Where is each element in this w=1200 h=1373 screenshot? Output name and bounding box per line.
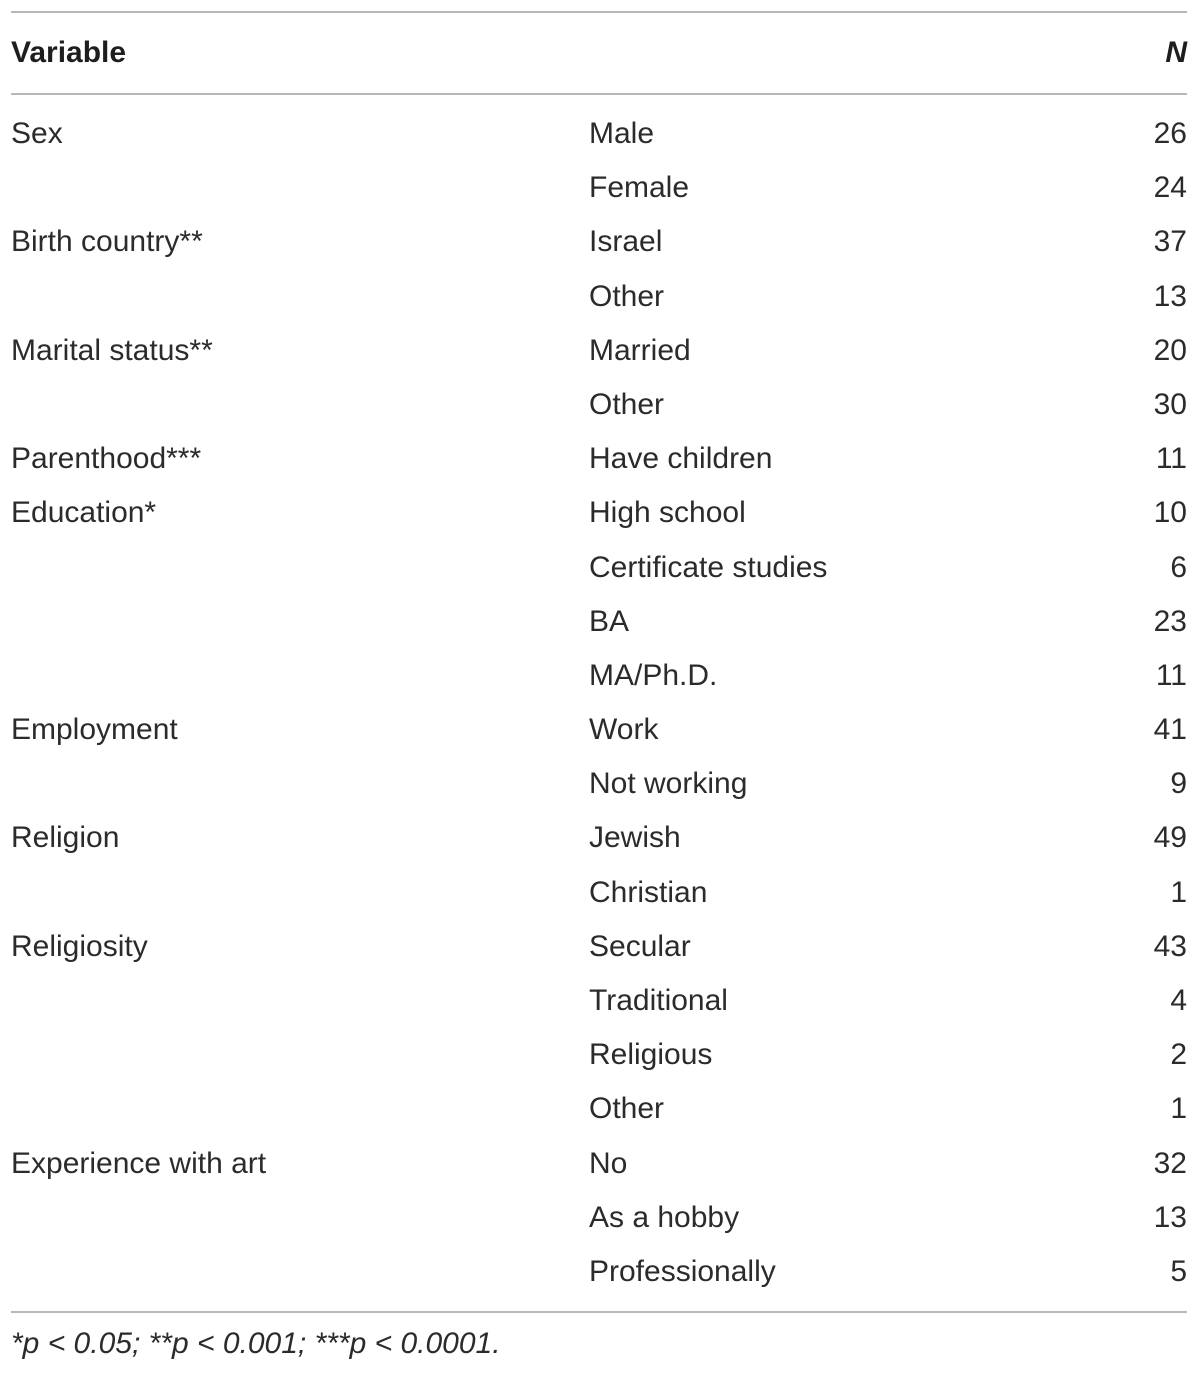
table-row [11,651,1187,705]
table-row [11,759,1187,813]
variable-cell: Marital status** [11,333,213,367]
variable-cell: Birth country** [11,225,203,259]
variable-cell: Religiosity [11,929,148,963]
n-cell: 5 [1170,1254,1187,1288]
n-cell: 10 [1153,496,1187,530]
variable-cell: Experience with art [11,1146,267,1180]
category-cell: Female [589,171,690,205]
table-header [11,13,1187,93]
footnote: *p < 0.05; **p < 0.001; ***p < 0.0001. [11,1327,501,1361]
n-cell: 9 [1170,767,1187,801]
bottom-rule [11,1311,1187,1313]
category-cell: Other [589,1092,665,1126]
n-cell: 26 [1153,117,1187,150]
category-cell: Secular [589,929,691,963]
category-cell: Have children [589,442,773,476]
table-row [11,1247,1187,1301]
category-cell: As a hobby [589,1200,740,1234]
category-cell: Work [589,713,659,747]
table-row [11,705,1187,759]
category-cell: High school [589,496,746,530]
n-cell: 13 [1153,279,1187,313]
variable-cell: Employment [11,713,178,747]
n-cell: 23 [1153,604,1187,638]
table-body [11,95,1187,1311]
table-row [11,813,1187,867]
table-row [11,976,1187,1030]
n-cell: 1 [1170,875,1187,909]
table-row [11,272,1187,326]
category-cell: Other [589,387,665,421]
table-row [11,868,1187,922]
n-cell: 2 [1170,1038,1187,1072]
category-cell: Male [589,117,655,150]
n-cell: 41 [1153,713,1187,747]
n-cell: 20 [1153,333,1187,367]
n-cell: 32 [1153,1146,1187,1180]
category-cell: MA/Ph.D. [589,658,718,692]
variable-cell: Parenthood*** [11,442,202,476]
n-cell: 1 [1170,1092,1187,1126]
table-row [11,380,1187,434]
n-cell: 37 [1153,225,1187,259]
variable-cell: Sex [11,117,63,150]
n-cell: 24 [1153,171,1187,205]
table-row [11,163,1187,217]
demographics-table [11,11,1187,1361]
header-variable: Variable [11,36,127,69]
category-cell: No [589,1146,628,1180]
category-cell: Jewish [589,821,681,855]
category-cell: BA [589,604,630,638]
table-row [11,543,1187,597]
n-cell: 11 [1155,658,1187,692]
n-cell: 4 [1170,984,1187,1017]
n-cell: 49 [1153,821,1187,855]
table-row [11,597,1187,651]
header-n: N [1165,36,1187,69]
table-row [11,326,1187,380]
table-row [11,434,1187,488]
n-cell: 43 [1153,929,1187,963]
category-cell: Not working [589,767,748,801]
category-cell: Certificate studies [589,550,828,584]
table-row [11,488,1187,542]
n-cell: 6 [1170,550,1187,584]
category-cell: Other [589,279,665,313]
table-row [11,109,1187,163]
variable-cell: Religion [11,821,120,855]
table-row [11,217,1187,271]
category-cell: Christian [589,875,708,909]
category-cell: Traditional [589,984,728,1017]
table-row [11,1030,1187,1084]
n-cell: 11 [1155,442,1187,476]
table-row [11,1139,1187,1193]
category-cell: Israel [589,225,663,259]
table-row [11,1084,1187,1138]
category-cell: Religious [589,1038,713,1072]
table-row [11,1193,1187,1247]
table-row [11,922,1187,976]
category-cell: Professionally [589,1254,776,1288]
variable-cell: Education* [11,496,157,530]
category-cell: Married [589,333,691,367]
n-cell: 13 [1153,1200,1187,1234]
n-cell: 30 [1153,387,1187,421]
